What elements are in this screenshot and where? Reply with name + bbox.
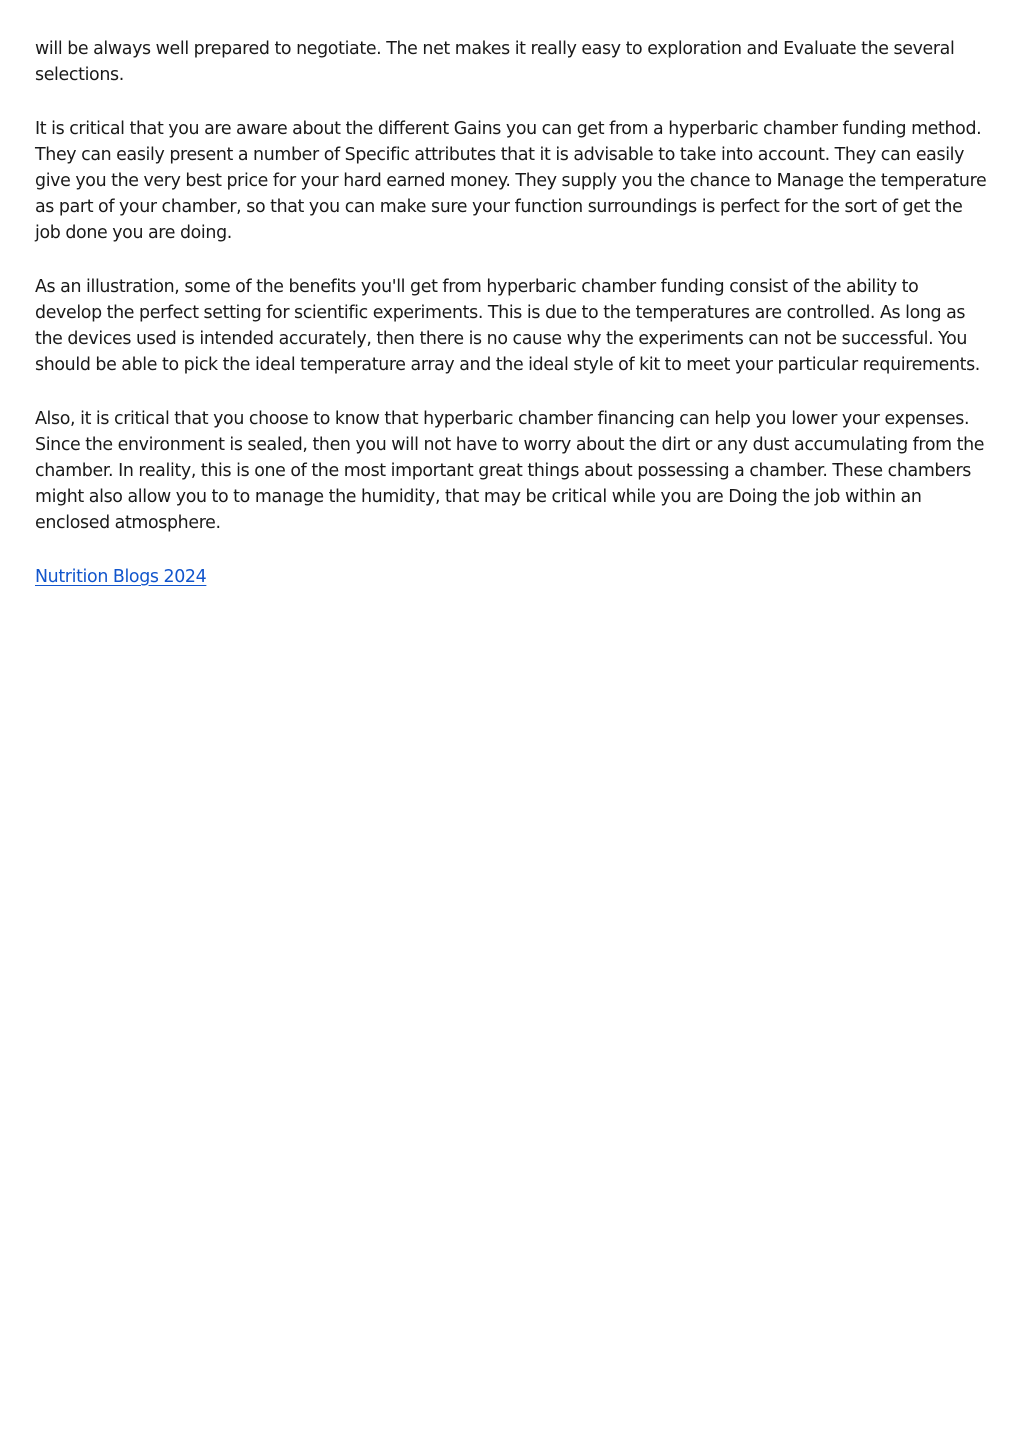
nutrition-blogs-link[interactable]: Nutrition Blogs 2024	[35, 567, 207, 587]
paragraph-expenses: Also, it is critical that you choose to know that hyperbaric chamber financing can help you lower your expenses. Since the environment is sealed, then you will not have to worry about the dirt or any dust accumulating from the chamber. In reality, this is one of the most important great things about possessing a chamber. These chambers might also allow you to to manage the humidity, that may be critical while you are Doing the job within an enclosed atmosphere.	[35, 409, 985, 533]
paragraph-illustration: As an illustration, some of the benefits you'll get from hyperbaric chamber funding consist of the ability to develop the perfect setting for scientific experiments. This is due to the temperatures are controlled. As long as the devices used is intended accurately, then there is no cause why the experiments can not be successful. You should be able to pick the ideal temperature array and the ideal style of kit to meet your particular requirements.	[35, 277, 980, 375]
paragraph-negotiate: will be always well prepared to negotiate. The net makes it really easy to exploration and Evaluate the several selections.	[35, 39, 955, 85]
link-paragraph	[35, 564, 990, 590]
paragraph-gains: It is critical that you are aware about the different Gains you can get from a hyperbaric chamber funding method. They can easily present a number of Specific attributes that it is advisable to take into account. They can easily give you the very best price for your hard earned money. They supply you the chance to Manage the temperature as part of your chamber, so that you can make sure your function surroundings is perfect for the sort of get the job done you are doing.	[35, 119, 987, 243]
